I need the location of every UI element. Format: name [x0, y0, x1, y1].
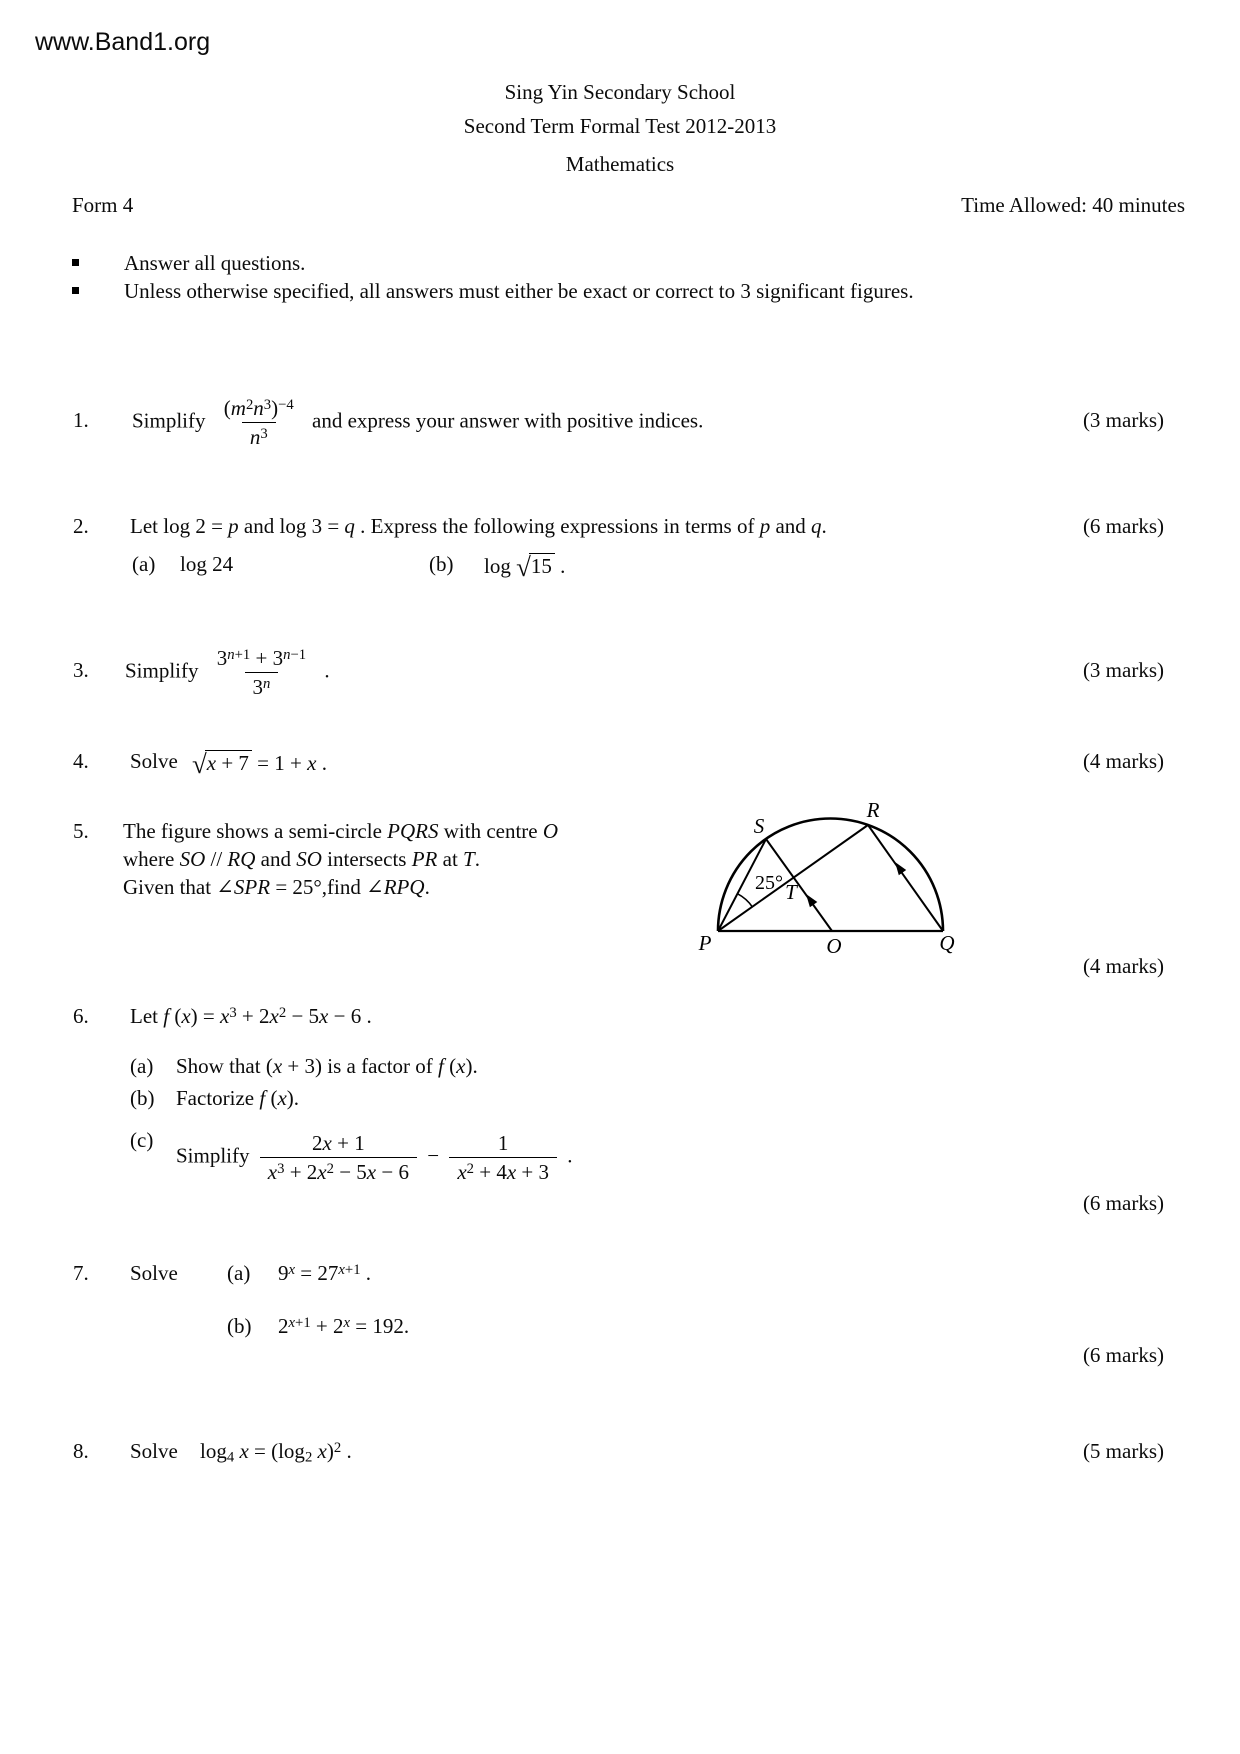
bullet-square-icon — [72, 259, 79, 266]
question-2a-text: log 24 — [180, 552, 234, 576]
question-7b-label: (b) — [227, 1314, 252, 1338]
question-6b-text: Factorize f (x). — [176, 1086, 300, 1110]
instruction-item: Unless otherwise specified, all answers must either be exact or correct to 3 significant figures. — [124, 279, 914, 303]
question-5-line1: The figure shows a semi-circle PQRS with centre O — [123, 819, 559, 843]
question-1-marks: (3 marks) — [1082, 408, 1164, 432]
form-label: Form 4 — [72, 193, 134, 217]
question-3-number: 3. — [73, 658, 89, 682]
question-6-marks: (6 marks) — [1082, 1191, 1164, 1215]
figure-label-s: S — [753, 814, 765, 838]
test-title: Second Term Formal Test 2012-2013 — [463, 114, 777, 138]
school-name: Sing Yin Secondary School — [504, 80, 736, 104]
watermark-url: www.Band1.org — [35, 28, 211, 56]
chord-qr — [868, 825, 943, 931]
question-7-solve-label: Solve — [130, 1261, 178, 1285]
figure-angle-label: 25° — [755, 872, 783, 894]
question-2b-label: (b) — [429, 552, 454, 576]
question-8-marks: (5 marks) — [1082, 1439, 1164, 1463]
parallel-arrow-icon — [895, 862, 906, 875]
question-4-solve-label: Solve — [130, 749, 178, 773]
question-7-marks: (6 marks) — [1082, 1343, 1164, 1367]
question-8-solve-label: Solve — [130, 1439, 178, 1463]
question-2b-text: log √15 . — [484, 552, 566, 582]
question-2-number: 2. — [73, 514, 89, 538]
question-6a-label: (a) — [130, 1054, 154, 1078]
question-1-number: 1. — [73, 408, 89, 432]
question-5-line3: Given that ∠SPR = 25°,find ∠RPQ. — [123, 875, 430, 899]
question-2-marks: (6 marks) — [1082, 514, 1164, 538]
question-6-text: Let f $(x) = x^3 + 2x^2 - 5x - 6$ . — [130, 1004, 372, 1029]
question-6-number: 6. — [73, 1004, 89, 1028]
figure-label-p: P — [698, 931, 712, 955]
question-5-line2: where SO // RQ and SO intersects PR at T. — [123, 847, 480, 871]
question-7b-text: $2^{x+1} + 2^x = 192$. — [278, 1314, 410, 1339]
question-7a-text: $9^x = 27^{x+1}$ . — [278, 1261, 372, 1286]
semicircle-figure — [640, 780, 970, 965]
question-3-text: Simplify $\frac{3^{n+1} + 3^{n-1}}{3^n}$ . — [125, 646, 330, 700]
subject-title: Mathematics — [565, 152, 675, 176]
figure-label-r: R — [866, 798, 880, 822]
question-4-number: 4. — [73, 749, 89, 773]
semicircle-arc — [718, 819, 943, 932]
figure-label-q: Q — [939, 931, 955, 955]
question-4-marks: (4 marks) — [1082, 749, 1164, 773]
instruction-item: Answer all questions. — [124, 251, 306, 275]
figure-label-o: O — [826, 934, 842, 958]
question-8-text: $\log_4 x = (\log_2$ x)$^2$ . — [200, 1439, 352, 1466]
angle-arc — [737, 894, 752, 907]
question-3-marks: (3 marks) — [1082, 658, 1164, 682]
question-7-number: 7. — [73, 1261, 89, 1285]
question-5-marks: (4 marks) — [1082, 954, 1164, 978]
question-6c-text: Simplify $\frac{2x + 1}{x^3 + 2x^2 - 5x - 6}$ − $\frac{1}{x^2 + 4x + 3}$ . — [176, 1131, 573, 1185]
question-2a-label: (a) — [132, 552, 156, 576]
question-7a-label: (a) — [227, 1261, 251, 1285]
bullet-square-icon — [72, 287, 79, 294]
time-allowed-label: Time Allowed: 40 minutes — [961, 193, 1185, 217]
question-6b-label: (b) — [130, 1086, 155, 1110]
parallel-arrow-icon — [806, 894, 817, 907]
question-8-number: 8. — [73, 1439, 89, 1463]
question-4-text: √x + 7 = 1 + x . — [192, 749, 327, 779]
question-1-text: Simplify $\frac{(m^2n^3)^{-4}}{n^3}$ and express your answer with positive indices. — [132, 396, 704, 450]
question-6a-text: Show that (x + 3) is a factor of f (x). — [176, 1054, 478, 1078]
figure-label-t: T — [785, 880, 797, 904]
question-6c-label: (c) — [130, 1128, 154, 1152]
question-5-number: 5. — [73, 819, 89, 843]
question-2-text: Let log 2 = p and log 3 = q . Express the following expressions in terms of p and q. — [130, 514, 827, 538]
